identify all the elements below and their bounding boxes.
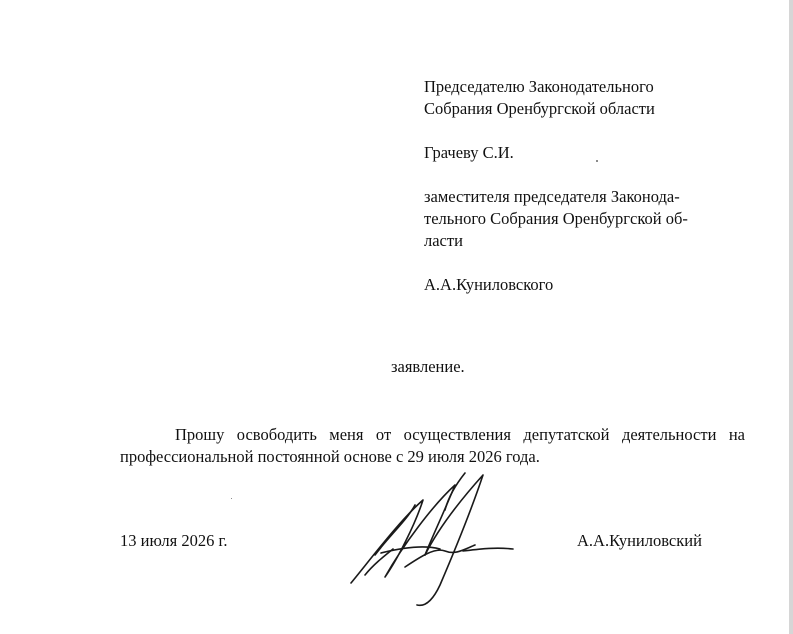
body-line2: на профессиональной постоянной основе с 29 июля 2026 года. xyxy=(120,425,745,466)
signer-name: А.А.Куниловский xyxy=(577,531,702,550)
handwritten-signature-icon xyxy=(345,465,535,615)
sender-title-line3: ласти xyxy=(424,231,463,250)
sender-name: А.А.Куниловского xyxy=(424,275,554,294)
body-paragraph xyxy=(120,424,745,468)
addressee-position-line1: Председателю Законодательного xyxy=(424,77,654,96)
addressee-name: Грачеву С.И. xyxy=(424,143,514,162)
document-body xyxy=(120,424,745,468)
scan-speck xyxy=(231,498,232,499)
sender-title-line1: заместителя председателя Законода- xyxy=(424,187,680,206)
document-date: 13 июля 2026 г. xyxy=(120,531,228,550)
addressee-position-line2: Собрания Оренбургской области xyxy=(424,99,655,118)
document-title: заявление. xyxy=(391,357,465,376)
sender-title-line2: тельного Собрания Оренбургской об- xyxy=(424,209,688,228)
body-line1: Прошу освободить меня от осуществления депутатской деятельности xyxy=(175,425,717,444)
addressee-block xyxy=(424,76,764,296)
scan-speck xyxy=(596,160,598,162)
